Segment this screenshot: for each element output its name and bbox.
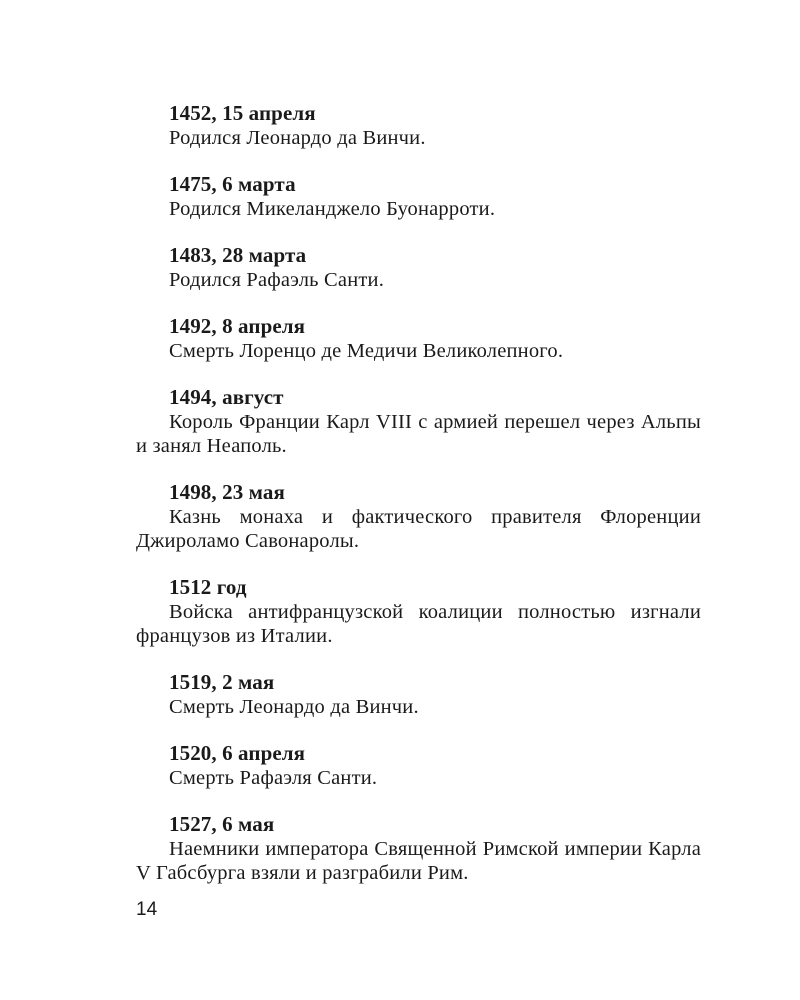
entry-text: Родился Леонардо да Винчи. bbox=[169, 127, 426, 149]
chronology-entry bbox=[136, 242, 701, 292]
entry-text: Родился Рафаэль Санти. bbox=[169, 269, 385, 291]
chronology-entry bbox=[136, 669, 701, 719]
chronology-list bbox=[136, 100, 701, 906]
chronology-entry bbox=[136, 574, 701, 648]
chronology-entry bbox=[136, 740, 701, 790]
entry-date: 1483, 28 марта bbox=[169, 243, 307, 267]
chronology-entry bbox=[136, 384, 701, 458]
entry-text: Казнь монаха и фактического правителя Флоренции Джироламо Савонаролы. bbox=[136, 506, 701, 552]
entry-date: 1512 год bbox=[169, 575, 247, 599]
page-number: 14 bbox=[136, 899, 158, 920]
entry-date: 1520, 6 апреля bbox=[169, 741, 306, 765]
entry-date: 1494, август bbox=[169, 385, 284, 409]
entry-date: 1498, 23 мая bbox=[169, 480, 285, 504]
entry-text: Король Франции Карл VIII с армией перешел через Альпы и занял Неаполь. bbox=[136, 411, 701, 457]
entry-text: Смерть Рафаэля Санти. bbox=[169, 767, 378, 789]
chronology-entry bbox=[136, 100, 701, 150]
entry-text: Войска антифранцузской коалиции полностью изгнали французов из Италии. bbox=[136, 601, 701, 647]
chronology-entry bbox=[136, 313, 701, 363]
chronology-entry bbox=[136, 479, 701, 553]
entry-date: 1527, 6 мая bbox=[169, 812, 275, 836]
entry-date: 1519, 2 мая bbox=[169, 670, 275, 694]
entry-date: 1452, 15 апреля bbox=[169, 101, 316, 125]
entry-text: Смерть Леонардо да Винчи. bbox=[169, 696, 419, 718]
entry-date: 1475, 6 марта bbox=[169, 172, 296, 196]
entry-text: Смерть Лоренцо де Медичи Великолепного. bbox=[169, 340, 564, 362]
chronology-entry bbox=[136, 811, 701, 885]
entry-text: Родился Микеланджело Буонарроти. bbox=[169, 198, 496, 220]
entry-date: 1492, 8 апреля bbox=[169, 314, 306, 338]
chronology-entry bbox=[136, 171, 701, 221]
entry-text: Наемники императора Священной Римской империи Карла V Габсбурга взяли и разграбили Рим. bbox=[136, 838, 701, 884]
